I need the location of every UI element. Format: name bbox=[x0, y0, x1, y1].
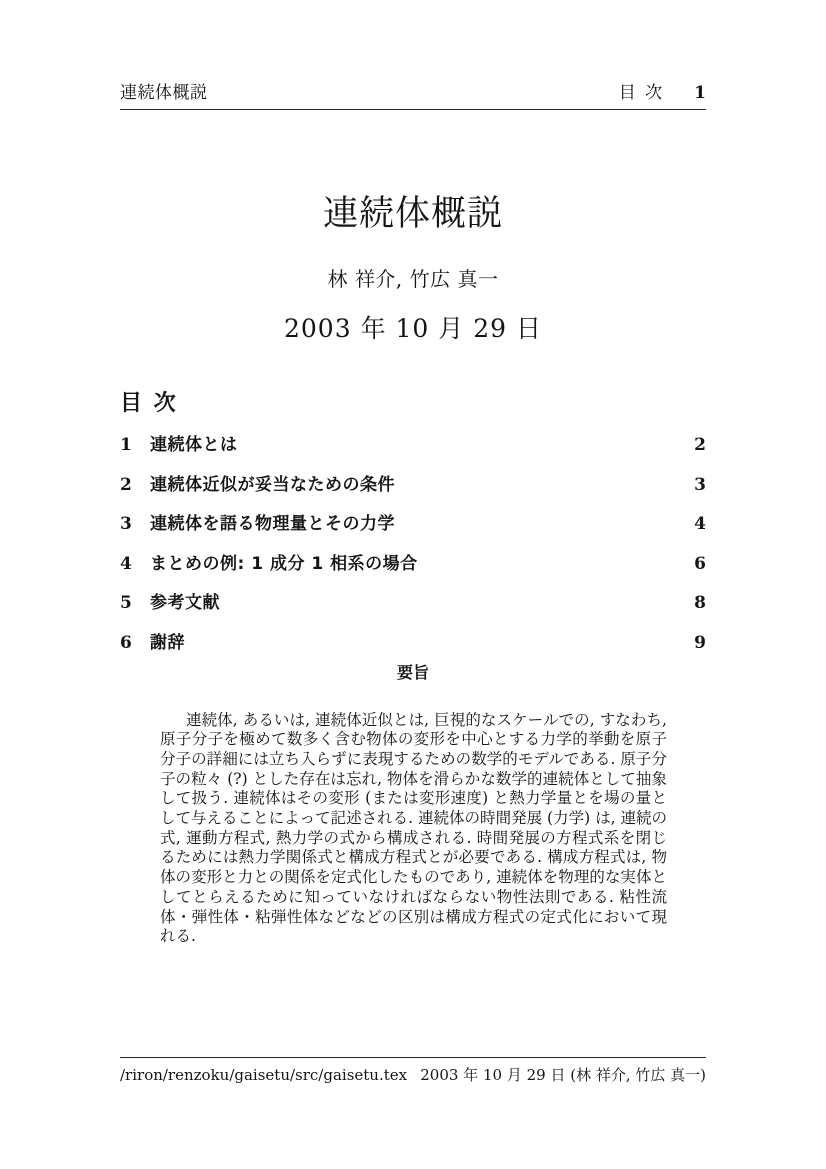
toc-item-number: 5 bbox=[120, 593, 132, 613]
toc-item-number: 3 bbox=[120, 514, 132, 534]
header-section-label: 目 次 bbox=[618, 83, 665, 103]
date-line: 2003 年 10 月 29 日 bbox=[284, 314, 542, 343]
abstract-heading: 要旨 bbox=[396, 663, 429, 682]
toc-item bbox=[120, 436, 706, 454]
toc-item-label: まとめの例: 1 成分 1 相系の場合 bbox=[150, 553, 418, 574]
title-block bbox=[120, 194, 706, 343]
toc-item bbox=[120, 476, 706, 494]
toc-heading: 目 次 bbox=[120, 391, 178, 416]
running-footer bbox=[120, 1057, 706, 1084]
footer-source-path: /riron/renzoku/gaisetu/src/gaisetu.tex bbox=[120, 1066, 408, 1084]
toc-item bbox=[120, 555, 706, 573]
toc-item-number: 4 bbox=[120, 553, 132, 574]
toc-item-page: 6 bbox=[694, 553, 706, 574]
footer-date-authors: 2003 年 10 月 29 日 (林 祥介, 竹広 真一) bbox=[420, 1066, 706, 1084]
toc-item-number: 1 bbox=[120, 435, 132, 455]
toc-item-page: 8 bbox=[694, 593, 706, 613]
toc-item-page: 4 bbox=[694, 514, 706, 534]
toc-item-label: 参考文献 bbox=[150, 593, 220, 613]
running-header bbox=[120, 84, 706, 110]
toc-item bbox=[120, 515, 706, 533]
toc-item bbox=[120, 634, 706, 652]
toc-item-page: 3 bbox=[694, 474, 706, 495]
header-page-number: 1 bbox=[694, 83, 706, 103]
authors-line: 林 祥介, 竹広 真一 bbox=[327, 267, 499, 291]
toc-list bbox=[120, 436, 706, 673]
toc-item-page: 2 bbox=[694, 435, 706, 455]
toc-item-number: 2 bbox=[120, 474, 132, 495]
page-title: 連続体概説 bbox=[322, 194, 503, 234]
header-document-title: 連続体概説 bbox=[120, 83, 208, 103]
toc-item-page: 9 bbox=[694, 632, 706, 653]
toc-item bbox=[120, 594, 706, 612]
toc-item-label: 謝辞 bbox=[150, 632, 185, 653]
toc-item-label: 連続体を語る物理量とその力学 bbox=[150, 514, 395, 534]
abstract-text: 連続体, あるいは, 連続体近似とは, 巨視的なスケールでの, すなわち, 原子分子を極めて数多く含む物体の変形を中心とする力学的挙動を原子分子の詳細には立ち入らずに表現するための数学的モデルである. 原子分子の粒々 (?) とした存在は忘れ, 物体を滑らかな数学的連続体として抽象して扱う. 連続体はその変形 (または変形速度) と熱力学量とを場の量として与えることによって記述される. 連続体の時間発展 (力学) は, 連続の式, 運動方程式, 熱力学の式から構成される. 時間発展の方程式系を閉じるためには熱力学関係式と構成方程式とが必要である. 構成方程式は, 物体の変形と力との関係を定式化したものであり, 連続体を物理的な実体としてとらえるために知っていなければならない物性法則である. 粘性流体・弾性体・粘弾性体などなどの区別は構成方程式の定式化において現れる. bbox=[160, 710, 667, 946]
toc-item-label: 連続体近似が妥当なための条件 bbox=[150, 474, 395, 495]
toc-item-label: 連続体とは bbox=[150, 435, 238, 455]
toc-item-number: 6 bbox=[120, 632, 132, 653]
